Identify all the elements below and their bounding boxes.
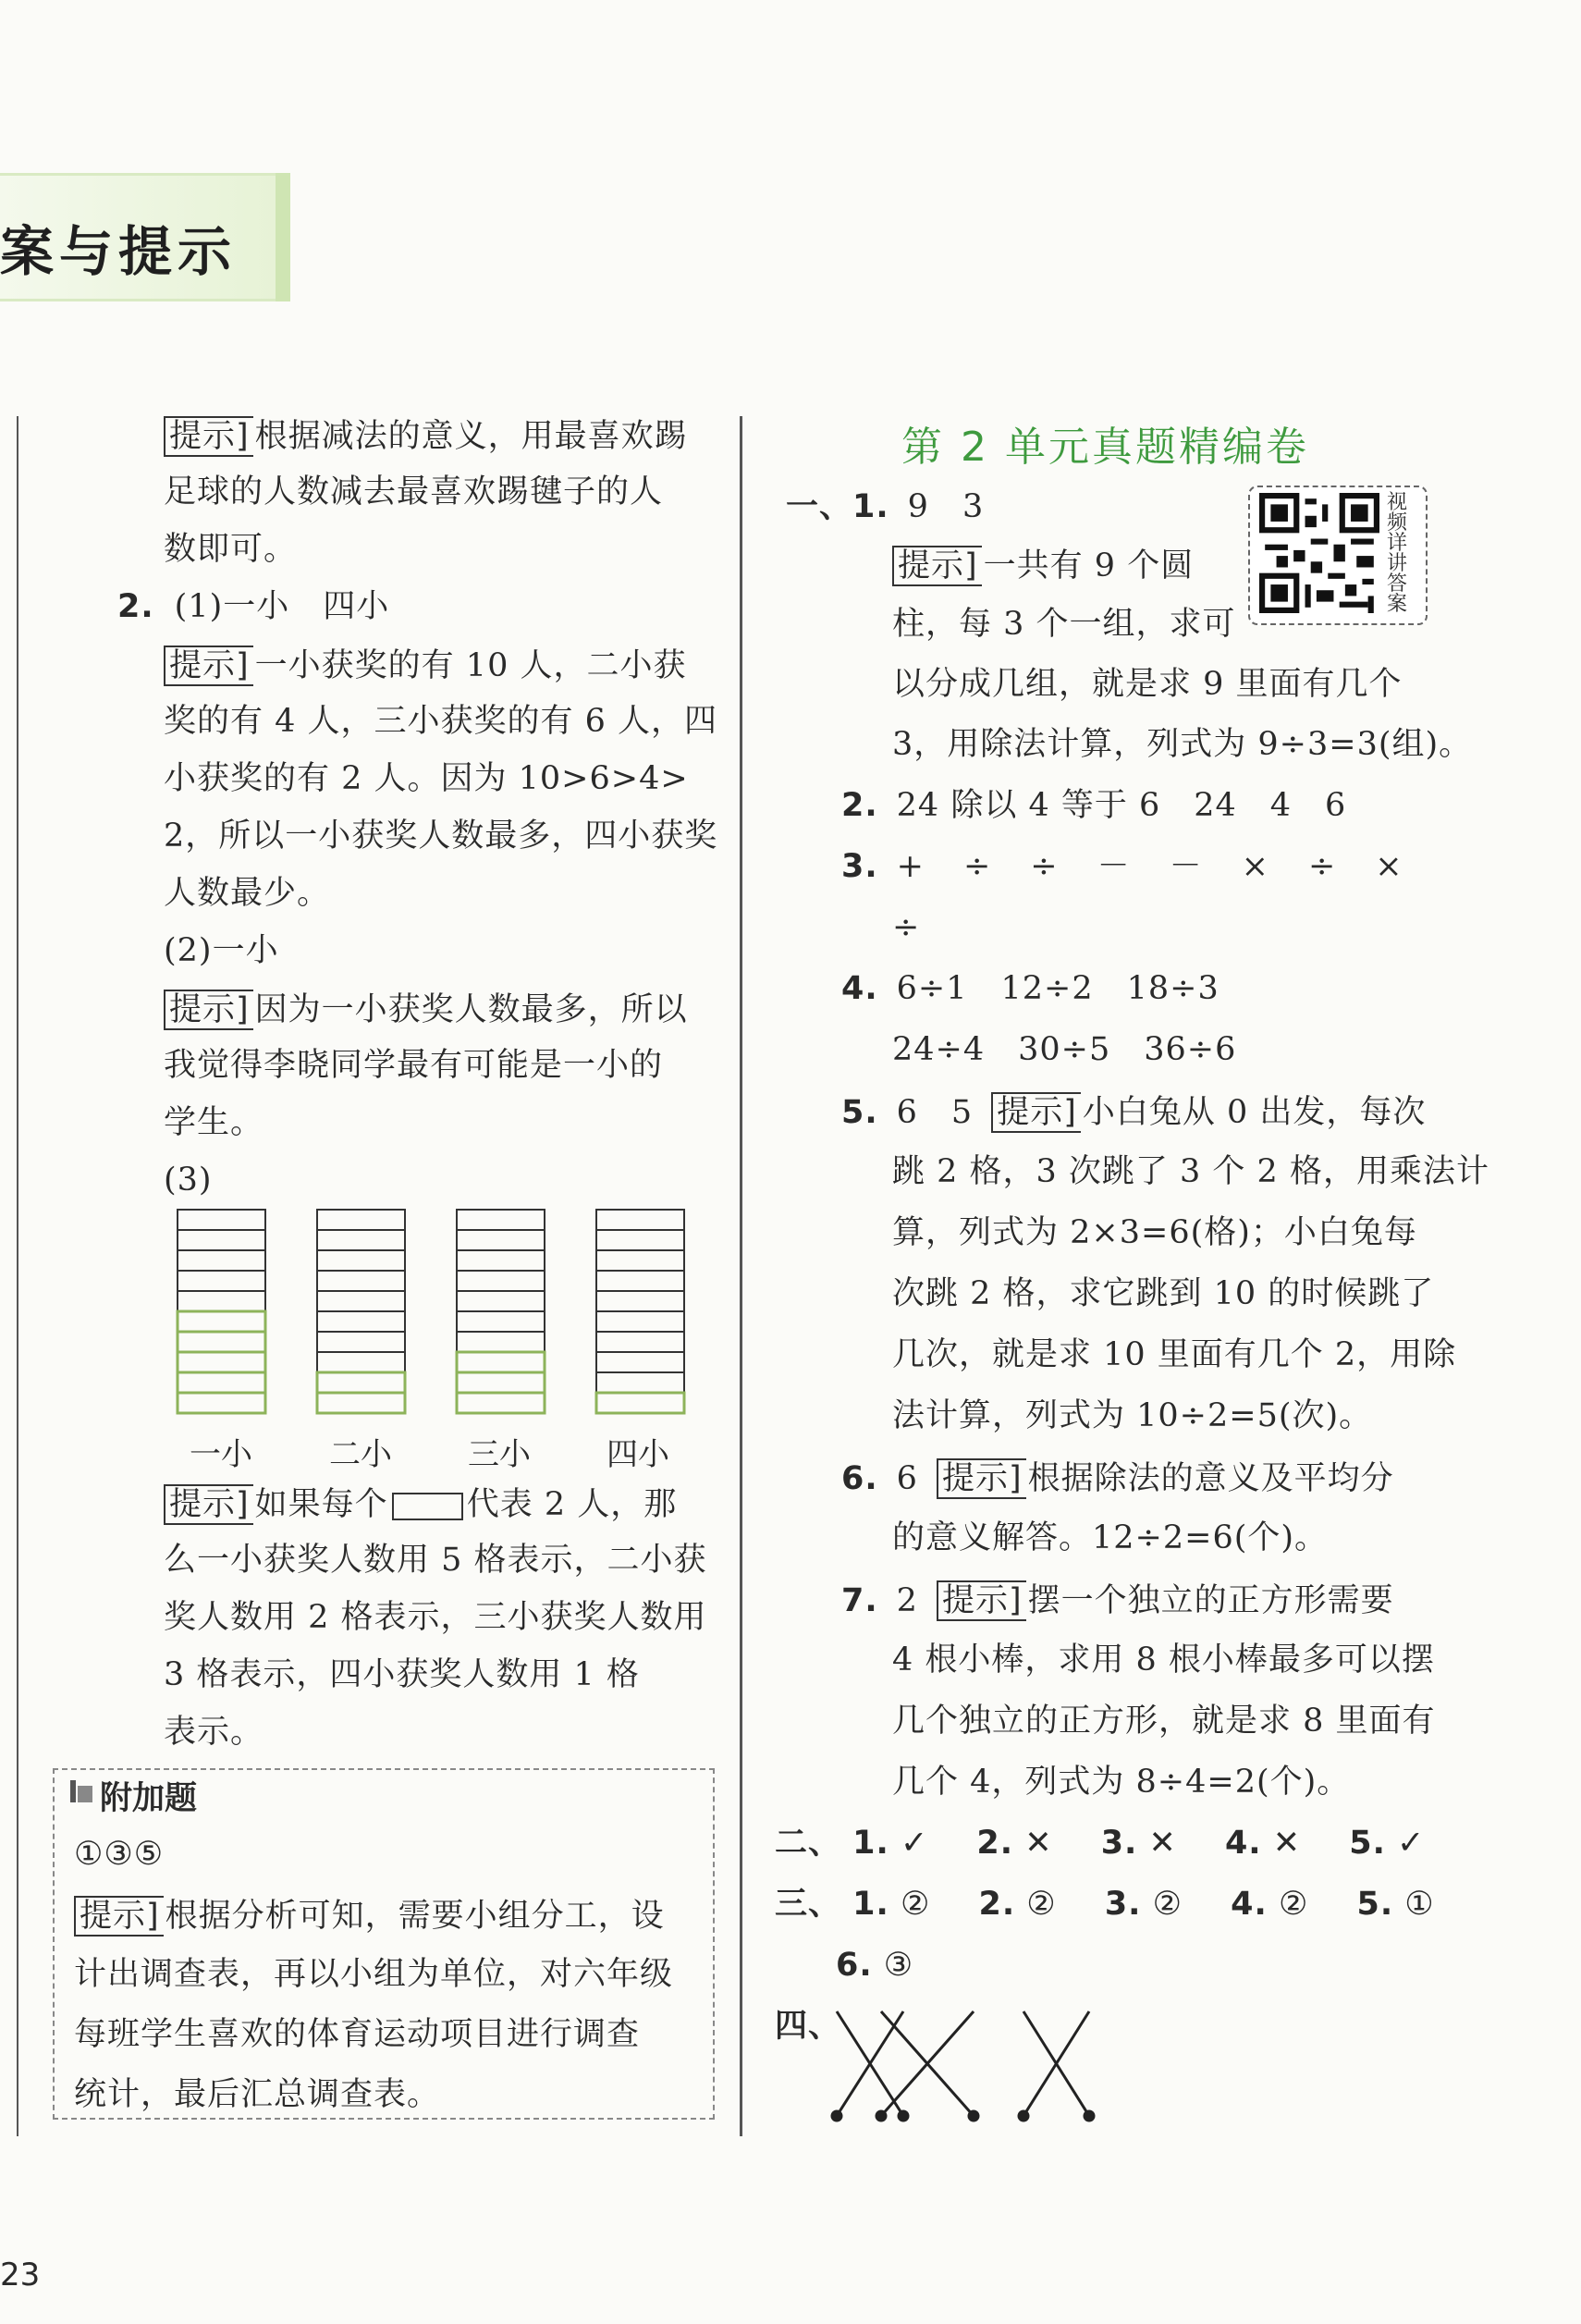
question-1-3: 3. + ÷ ÷ － － × ÷ × bbox=[841, 848, 1406, 885]
bar-cell bbox=[178, 1250, 265, 1271]
banner-edge bbox=[276, 173, 290, 301]
question-1-2: 2. 24 除以 4 等于 6 24 4 6 bbox=[841, 787, 1347, 824]
bar-cell-filled bbox=[178, 1332, 265, 1352]
qr-code-icon[interactable] bbox=[1259, 493, 1379, 613]
bar-cell bbox=[317, 1210, 405, 1230]
bar-cell bbox=[596, 1332, 684, 1352]
question-1-1: 一、1. 9 3 bbox=[786, 488, 985, 525]
bar-cell bbox=[317, 1230, 405, 1250]
bar-cell-filled bbox=[457, 1372, 545, 1393]
bar-cell-filled bbox=[317, 1372, 405, 1393]
bar-cell-filled bbox=[178, 1352, 265, 1372]
bar-cell bbox=[596, 1271, 684, 1291]
tally-bar-chart bbox=[166, 1202, 703, 1433]
bar-cell-filled bbox=[596, 1393, 684, 1413]
page-number: 23 bbox=[0, 2256, 41, 2293]
question-1-7: 7. 2 提示 ] 摆一个独立的正方形需要 bbox=[841, 1580, 1394, 1621]
bar-cell-filled bbox=[178, 1311, 265, 1332]
hint-line: 跳 2 格，3 次跳了 3 个 2 格，用乘法计 bbox=[892, 1153, 1489, 1190]
question-1-4: 4. 6÷1 12÷2 18÷3 bbox=[841, 970, 1219, 1007]
hint-line: 么一小获奖人数用 5 格表示，二小获 bbox=[164, 1542, 707, 1579]
banner-title: 案与提示 bbox=[0, 220, 238, 283]
bar-cell bbox=[457, 1210, 545, 1230]
bar-cell bbox=[596, 1291, 684, 1311]
section-4-label: 四、 bbox=[775, 2008, 842, 2045]
hint-line: 提示 ] 一共有 9 个圆 bbox=[892, 546, 1194, 586]
bar-cell bbox=[178, 1291, 265, 1311]
hint-line: 人数最少。 bbox=[164, 875, 331, 912]
answer-part-3: (3) bbox=[164, 1162, 213, 1199]
bar-cell bbox=[457, 1311, 545, 1332]
section-3-answers: 三、 1. ② 2. ② 3. ② 4. ② 5. ① bbox=[775, 1886, 1435, 1923]
bar-cell bbox=[178, 1230, 265, 1250]
bar-cell bbox=[178, 1271, 265, 1291]
matching-lines-diagram bbox=[827, 2002, 1105, 2132]
question-2: 2. (1)一小 四小 bbox=[117, 588, 390, 625]
bar-cell-filled bbox=[457, 1393, 545, 1413]
hint-line: 提示 ] 根据减法的意义，用最喜欢踢 bbox=[164, 416, 688, 457]
hint-line: 奖的有 4 人，三小获奖的有 6 人，四 bbox=[164, 703, 718, 740]
bonus-section-icon bbox=[70, 1780, 92, 1802]
hint-line: 提示 ] 如果每个 代表 2 人，那 bbox=[164, 1484, 677, 1525]
bar-cell bbox=[317, 1332, 405, 1352]
bar-cell bbox=[596, 1250, 684, 1271]
bar-cell bbox=[596, 1352, 684, 1372]
hint-line: 4 根小棒，求用 8 根小棒最多可以摆 bbox=[892, 1642, 1435, 1678]
hint-line: 奖人数用 2 格表示，三小获奖人数用 bbox=[164, 1599, 707, 1636]
question-1-6: 6. 6 提示 ] 根据除法的意义及平均分 bbox=[841, 1458, 1394, 1499]
bar-label: 二小 bbox=[329, 1436, 392, 1473]
bar-cell bbox=[178, 1210, 265, 1230]
answer-part-2: (2)一小 bbox=[164, 932, 279, 969]
hint-line: 2，所以一小获奖人数最多，四小获奖 bbox=[164, 818, 718, 855]
bar-cell bbox=[317, 1311, 405, 1332]
bar-cell bbox=[457, 1291, 545, 1311]
unit-title: 第 2 单元真题精编卷 bbox=[901, 424, 1309, 471]
hint-line: 次跳 2 格，求它跳到 10 的时候跳了 bbox=[892, 1275, 1435, 1312]
hint-line: 提示 ] 一小获奖的有 10 人，二小获 bbox=[164, 646, 686, 686]
bar-cell bbox=[596, 1210, 684, 1230]
hint-line: 计出调查表，再以小组为单位，对六年级 bbox=[74, 1956, 674, 1993]
answer-line: ÷ bbox=[892, 909, 921, 946]
hint-line: 几次，就是求 10 里面有几个 2，用除 bbox=[892, 1336, 1457, 1373]
bar-cell-filled bbox=[457, 1352, 545, 1372]
bar-label: 三小 bbox=[468, 1436, 531, 1473]
bonus-title: 附加题 bbox=[100, 1780, 198, 1817]
bar-cell bbox=[596, 1311, 684, 1332]
bar-cell bbox=[596, 1372, 684, 1393]
column-divider bbox=[740, 416, 742, 2136]
left-margin-rule bbox=[17, 416, 18, 2136]
bar-cell bbox=[317, 1271, 405, 1291]
hint-line: 几个 4，列式为 8÷4=2(个)。 bbox=[892, 1764, 1351, 1801]
cell-unit-icon bbox=[392, 1493, 463, 1520]
hint-line: 数即可。 bbox=[164, 531, 298, 568]
bar-cell bbox=[317, 1352, 405, 1372]
section-3-q6: 6. ③ bbox=[836, 1947, 914, 1984]
bar-cell bbox=[317, 1250, 405, 1271]
section-2-answers: 二、 1. ✓ 2. ✕ 3. ✕ 4. ✕ 5. ✓ bbox=[775, 1825, 1426, 1862]
hint-line: 小获奖的有 2 人。因为 10>6>4> bbox=[164, 760, 689, 797]
hint-line: 学生。 bbox=[164, 1104, 264, 1141]
hint-line: 法计算，列式为 10÷2=5(次)。 bbox=[892, 1397, 1373, 1434]
bar-cell bbox=[317, 1291, 405, 1311]
qr-label: 视频详讲答案 bbox=[1387, 491, 1408, 616]
bar-cell bbox=[457, 1271, 545, 1291]
bar-label: 四小 bbox=[607, 1436, 669, 1473]
bar-label: 一小 bbox=[190, 1436, 252, 1473]
bar-cell-filled bbox=[178, 1393, 265, 1413]
answer-line: 24÷4 30÷5 36÷6 bbox=[892, 1031, 1237, 1068]
hint-line: 几个独立的正方形，就是求 8 里面有 bbox=[892, 1703, 1436, 1740]
hint-line: 提示 ] 因为一小获奖人数最多，所以 bbox=[164, 990, 688, 1030]
hint-line: 3，用除法计算，列式为 9÷3=3(组)。 bbox=[892, 726, 1473, 763]
hint-line: 我觉得李晓同学最有可能是一小的 bbox=[164, 1047, 664, 1084]
bar-cell bbox=[457, 1332, 545, 1352]
hint-line: 的意义解答。12÷2=6(个)。 bbox=[892, 1519, 1329, 1556]
bar-cell bbox=[457, 1230, 545, 1250]
hint-line: 以分成几组，就是求 9 里面有几个 bbox=[892, 666, 1403, 703]
bar-cell bbox=[457, 1250, 545, 1271]
hint-line: 3 格表示，四小获奖人数用 1 格 bbox=[164, 1656, 640, 1693]
hint-line: 提示 ] 根据分析可知，需要小组分工，设 bbox=[74, 1896, 665, 1937]
hint-line: 足球的人数减去最喜欢踢毽子的人 bbox=[164, 473, 664, 510]
hint-line: 每班学生喜欢的体育运动项目进行调查 bbox=[74, 2016, 641, 2053]
bonus-question-box bbox=[53, 1768, 715, 2120]
hint-tag: 提示 ] bbox=[164, 416, 253, 457]
bar-cell-filled bbox=[317, 1393, 405, 1413]
bar-cell-filled bbox=[178, 1372, 265, 1393]
question-1-5: 5. 6 5 提示 ] 小白兔从 0 出发，每次 bbox=[841, 1092, 1426, 1133]
hint-line: 统计，最后汇总调查表。 bbox=[74, 2076, 441, 2113]
bar-cell bbox=[596, 1230, 684, 1250]
hint-line: 算，列式为 2×3=6(格)；小白兔每 bbox=[892, 1214, 1417, 1251]
bonus-answer: ①③⑤ bbox=[74, 1836, 165, 1873]
hint-line: 表示。 bbox=[164, 1714, 264, 1751]
hint-line: 柱，每 3 个一组，求可 bbox=[892, 606, 1236, 643]
